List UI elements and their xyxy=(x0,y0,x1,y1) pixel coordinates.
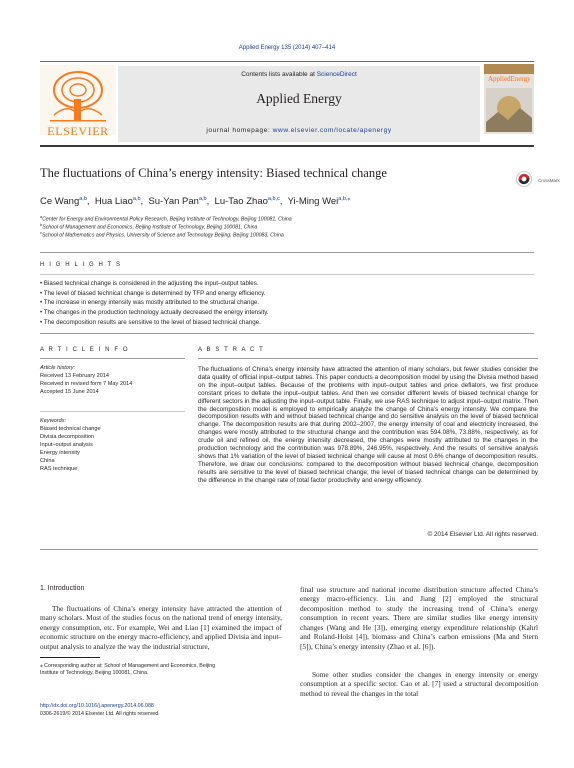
author-name[interactable]: Yi-Ming Wei xyxy=(287,196,339,208)
keywords-rule xyxy=(40,411,185,412)
keyword: Divisia decomposition xyxy=(40,434,95,440)
issn-copyright: 0306-2619/© 2014 Elsevier Ltd. All rights reserved. xyxy=(40,711,160,717)
affiliation-label: b xyxy=(40,222,43,227)
highlights-top-rule xyxy=(40,252,534,253)
keyword: China xyxy=(40,458,55,464)
elsevier-wordmark: ELSEVIER xyxy=(47,124,109,138)
highlight-text: The decomposition results are sensitive to the level of biased technical change. xyxy=(43,319,261,326)
keyword: Input–output analysis xyxy=(40,442,93,448)
contents-prefix: Contents lists available at xyxy=(241,71,317,78)
author-affil-sup: a,b xyxy=(198,196,207,202)
abstract-rule xyxy=(198,358,538,359)
highlight-text: The level of biased technical change is determined by TFP and energy efficiency. xyxy=(43,290,266,297)
highlight-item: • The increase in energy intensity was mostly attributed to the structural change. xyxy=(40,299,260,306)
author-affil-sup: a,b,c xyxy=(267,196,280,202)
sciencedirect-link[interactable]: ScienceDirect xyxy=(316,71,357,78)
front-matter-bottom-rule xyxy=(40,549,538,550)
author-name[interactable]: Ce Wang xyxy=(40,196,80,208)
article-info-rule xyxy=(40,358,185,359)
highlight-item: • The level of biased technical change is determined by TFP and energy efficiency. xyxy=(40,290,266,297)
body-paragraph: final use structure and national income distribution structure affected China’s energy macro-efficiency. Liu and Jiang [2] employed the structural decomposition method to study the increasing trend of China’s energy consumption in recent years. There are similar studies like energy intensity changes (Wang and He [3]), emerging energy expenditure relationship (Kahrl and Roland-Holst [4]), biomass and China’s carbon emissions (Ma and Stern [5]), China’s energy intensity (Zhao et al. [6]). xyxy=(300,585,538,651)
corresponding-author-note: ⁎ Corresponding author at: School of Management and Economics, Beijing xyxy=(40,663,216,669)
highlights-heading: H I G H L I G H T S xyxy=(40,262,122,268)
highlight-text: The changes in the production technology actually decreased the energy intensity. xyxy=(43,309,269,316)
homepage-prefix: journal homepage: xyxy=(206,127,273,134)
history-revised: Received in revised form 7 May 2014 xyxy=(40,381,133,387)
author-affil-sup: a,b xyxy=(132,196,141,202)
highlights-bottom-rule xyxy=(40,333,534,334)
article-info-heading: A R T I C L E I N F O xyxy=(40,347,130,353)
history-accepted: Accepted 15 June 2014 xyxy=(40,389,99,395)
highlight-item: • Biased technical change is considered in the adjusting the input–output tables. xyxy=(40,280,259,287)
affiliation-text: Center for Energy and Environmental Policy Research, Beijing Institute of Technology, Beijing 100081, China xyxy=(42,216,292,223)
history-received: Received 13 February 2014 xyxy=(40,373,110,379)
highlight-text: The increase in energy intensity was mostly attributed to the structural change. xyxy=(43,299,260,306)
journal-cover-top-band xyxy=(484,64,534,74)
corresponding-author-note-cont: Institute of Technology, Beijing 100081, China. xyxy=(40,670,149,676)
keywords-label: Keywords: xyxy=(40,418,67,424)
affiliation-text: School of Mathematics and Physics, University of Science and Technology Beijing, Beijing 100083, China xyxy=(42,232,284,239)
introduction-paragraph: The fluctuations of China’s energy intensity have attracted the attention of many scholars. Most of the studies focus on the national trend of energy intensity, energy consumption, etc. For example, Wei and Liao [1] examined the impact of economic structure on the energy macro-efficiency, and applied Divisia and input–output analysis to analyze the way the industrial structure, xyxy=(40,604,282,651)
homepage-link[interactable]: www.elsevier.com/locate/apenergy xyxy=(272,127,392,134)
journal-citation: Applied Energy 135 (2014) 407–414 xyxy=(238,45,336,51)
journal-name: Applied Energy xyxy=(256,91,342,106)
body-paragraph: Some other studies consider the changes in energy intensity or energy consumption at a specific sector. Cao et al. [7] used a structural decomposition method to reveal the changes in the total xyxy=(300,670,538,698)
abstract-text: The fluctuations of China’s energy intensity have attracted the attention of many scholars, but fewer studies consider the data quality of official input–output tables. This paper conducts a decomposition model by using the Divisia method based on the input–output tables. Because of the problems with input–output tables and price deflators, we first produce constant prices to deflate the input–output tables. And then we consider different levels of biased technical change for different sectors in the adjusting the input–output table. Finally, we use RAS technique to adjust input–output matrix. Then the decomposition model is employed to empirically analyze the change of China’s energy intensity. We compare the decomposition results with and without biased technical change and do sensitive analysis on the level of biased technical change. The decomposition results are that during 2002–2007, the energy intensity of coal and electricity increased, the changes were mostly attributed to the structural change and the contribution was 594.08%, 73.88%, respectively; as for crude oil and refined oil, the energy intensity decreased, the changes were mostly attributed to the changes in the production technology and the contribution was 978.89%, 246.95%, respectively. And the results of sensitive analysis shows that 1% variation of the level of biased technical change will cause at most 0.6% change of decomposition results. Therefore, we draw our conclusions: compared to the decomposition without biased technical change, decomposition results are sensitive to the level of biased technical change; the level of biased technical change can be determined by the difference in the change rate of total factor productivity and energy efficiency. xyxy=(198,366,538,484)
keyword: Energy intensity xyxy=(40,450,80,456)
author-affil-sup: a,b,⁎ xyxy=(338,196,351,202)
header-bottom-rule xyxy=(40,145,534,147)
highlights-inner-rule xyxy=(40,274,534,275)
crossmark-label: CrossMark xyxy=(538,178,560,183)
highlight-item: • The changes in the production technology actually decreased the energy intensity. xyxy=(40,309,269,316)
history-label: Article history: xyxy=(40,365,76,371)
keyword: Biased technical change xyxy=(40,426,101,432)
footnote-rule xyxy=(40,657,100,658)
article-title: The fluctuations of China’s energy intensity: Biased technical change xyxy=(40,166,387,180)
highlight-item: • The decomposition results are sensitive to the level of biased technical change. xyxy=(40,319,261,326)
author-name[interactable]: Lu-Tao Zhao xyxy=(214,196,268,208)
highlight-text: Biased technical change is considered in the adjusting the input–output tables. xyxy=(43,280,259,287)
journal-homepage xyxy=(118,127,480,134)
affiliation-label: a xyxy=(40,214,43,219)
abstract-heading: A B S T R A C T xyxy=(198,347,265,353)
journal-cover-title: AppliedEnergy xyxy=(488,75,531,83)
journal-cover-artwork xyxy=(486,88,532,132)
doi-link[interactable]: http://dx.doi.org/10.1016/j.apenergy.2014.06.088 xyxy=(40,703,154,709)
author-list: Ce Wang$^{a,b}$, Hua Liao$^{a,b}$, Su-Yan Pan$^{a,b}$, Lu-Tao Zhao$^{a,b,c}$, Yi-Ming Wei$^{a,b,⁎}$ xyxy=(40,196,351,208)
author-affil-sup: a,b xyxy=(79,196,87,202)
abstract-copyright: © 2014 Elsevier Ltd. All rights reserved. xyxy=(427,531,538,538)
contents-line xyxy=(118,71,480,78)
keyword: RAS technique xyxy=(40,466,78,472)
header-top-rule xyxy=(40,61,534,62)
affiliation-text: School of Management and Economics, Beijing Institute of Technology, Beijing 100081, China xyxy=(42,224,258,231)
author-name[interactable]: Hua Liao xyxy=(94,196,133,208)
affiliation xyxy=(40,230,284,239)
author-name[interactable]: Su-Yan Pan xyxy=(148,196,199,208)
introduction-heading: 1. Introduction xyxy=(40,585,85,592)
affiliation-label: c xyxy=(40,230,42,235)
crossmark-icon[interactable] xyxy=(516,171,532,187)
